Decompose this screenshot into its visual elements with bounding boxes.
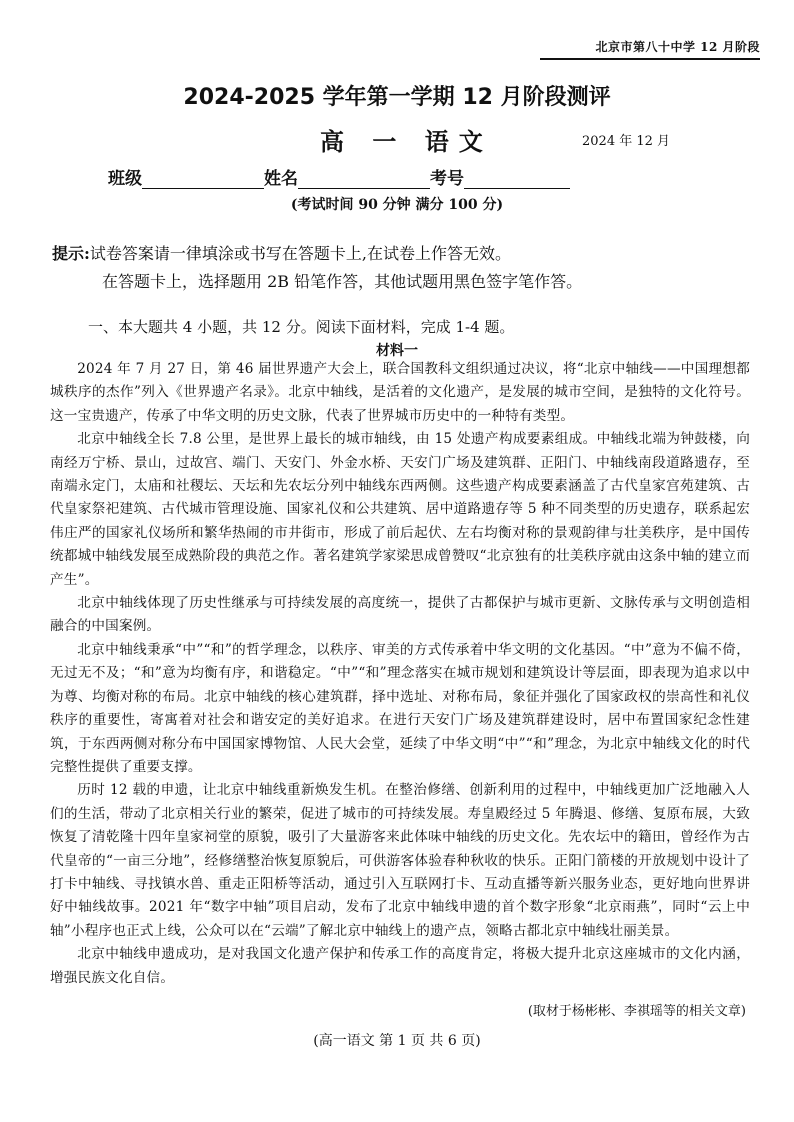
article-source: (取材于杨彬彬、李祺瑶等的相关文章)	[527, 1004, 746, 1019]
section-heading: 一、本大题共 4 小题，共 12 分。阅读下面材料，完成 1-4 题。	[88, 318, 515, 336]
student-info-row	[108, 164, 570, 189]
class-blank	[142, 170, 264, 189]
article-paragraph-3: 北京中轴线体现了历史性继承与可持续发展的高度统一，提供了古都保护与城市更新、文脉传承与文明创造相融合的中国案例。	[50, 595, 750, 635]
stamp-underline	[540, 58, 760, 60]
school-stamp: 北京市第八十中学 12 月阶段	[595, 40, 760, 54]
exam-date: 2024 年 12 月	[582, 134, 671, 149]
name-label: 姓名	[264, 169, 298, 189]
number-blank	[464, 170, 570, 189]
tips-block	[52, 240, 752, 296]
class-label: 班级	[108, 169, 142, 189]
number-label: 考号	[430, 169, 464, 189]
article-paragraph-1: 2024 年 7 月 27 日，第 46 届世界遗产大会上，联合国教科文组织通过决议，将“北京中轴线——中国理想都城秩序的杰作”列入《世界遗产名录》。北京中轴线，是活着的文化遗产，是发展的城市空间，是独特的文化符号。这一宝贵遗产，传承了中华文明的历史文脉，代表了世界城市历史中的一种特有类型。	[50, 361, 750, 424]
exam-title: 2024-2025 学年第一学期 12 月阶段测评	[183, 85, 611, 110]
article-paragraph-4: 北京中轴线秉承“中”“和”的哲学理念，以秩序、审美的方式传承着中华文明的文化基因。“中”意为不偏不倚，无过无不及；“和”意为均衡有序，和谐稳定。“中”“和”理念落实在城市规划和建筑设计等层面，即表现为追求以中为尊、均衡对称的布局。北京中轴线的核心建筑群，择中选址、对称布局，象征并强化了国家政权的崇高性和礼仪秩序的重要性，寄寓着对社会和谐安定的美好追求。在进行天安门广场及建筑群建设时，居中布置国家纪念性建筑，于东西两侧对称分布中国国家博物馆、人民大会堂，延续了中华文明“中”“和”理念，为北京中轴线文化的时代完整性提供了重要支撑。	[50, 641, 750, 775]
article-body	[50, 358, 750, 990]
material-title: 材料一	[376, 343, 418, 359]
tips-line-2: 在答题卡上，选择题用 2B 铅笔作答，其他试题用黑色签字笔作答。	[102, 272, 583, 291]
tips-line-1: 试卷答案请一律填涂或书写在答题卡上,在试卷上作答无效。	[89, 244, 512, 263]
tips-label: 提示:	[52, 244, 90, 263]
article-paragraph-2: 北京中轴线全长 7.8 公里，是世界上最长的城市轴线，由 15 处遗产构成要素组成。中轴线北端为钟鼓楼，向南经万宁桥、景山，过故宫、端门、天安门、外金水桥、天安门广场及建筑群、正阳门、中轴线南段道路遗存，至南端永定门，太庙和社稷坛、天坛和先农坛分列中轴线东西两侧。这些遗产构成要素涵盖了古代皇家宫苑建筑、古代皇家祭祀建筑、古代城市管理设施、国家礼仪和公共建筑、居中道路遗存等 5 种不同类型的历史遗存，联系起宏伟庄严的国家礼仪场所和繁华热闹的市井街市，形成了前后起伏、左右均衡对称的景观韵律与壮美秩序，是中国传统都城中轴线发展至成熟阶段的典范之作。著名建筑学家梁思成曾赞叹“北京独有的壮美秩序就由这条中轴的建立而产生”。	[50, 431, 750, 588]
name-blank	[298, 170, 430, 189]
article-paragraph-5: 历时 12 载的申遗，让北京中轴线重新焕发生机。在整治修缮、创新利用的过程中，中轴线更加广泛地融入人们的生活，带动了北京相关行业的繁荣，促进了城市的可持续发展。寿皇殿经过 5 年腾退、修缮、复原布展，大致恢复了清乾隆十四年皇家祠堂的原貌，吸引了大量游客来此体味中轴线的历史文化。先农坛中的籍田，曾经作为古代皇帝的“一亩三分地”，经修缮整治恢复原貌后，可供游客体验春种秋收的快乐。正阳门箭楼的开放规划中设计了打卡中轴线、寻找镇水兽、重走正阳桥等活动，通过引入互联网打卡、互动直播等新兴服务业态，更好地向世界讲好中轴线故事。2021 年“数字中轴”项目启动，发布了北京中轴线申遗的首个数字形象“北京雨燕”，同时“云上中轴”小程序也正式上线，公众可以在“云端”了解北京中轴线上的遗产点，领略古都北京中轴线壮丽美景。	[50, 782, 750, 939]
article-paragraph-6: 北京中轴线申遗成功，是对我国文化遗产保护和传承工作的高度肯定，将极大提升北京这座城市的文化内涵，增强民族文化自信。	[50, 946, 750, 986]
exam-time-note: (考试时间 90 分钟 满分 100 分)	[290, 197, 504, 213]
subject-title: 高 一 语文	[320, 128, 493, 156]
page-footer: (高一语文 第 1 页 共 6 页)	[313, 1033, 481, 1049]
